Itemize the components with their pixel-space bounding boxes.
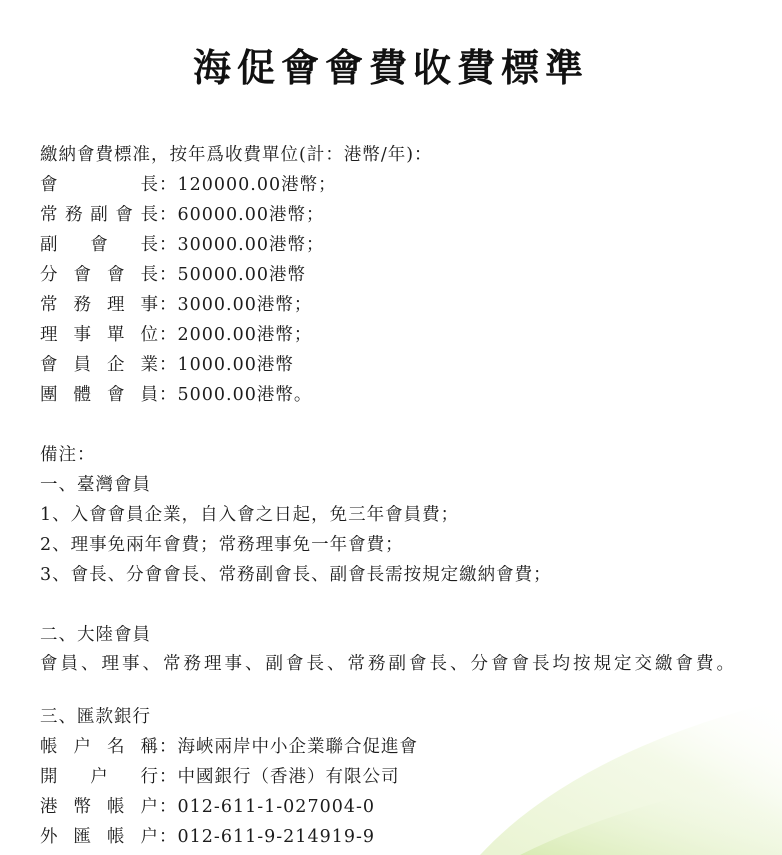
- fee-label: 副會長: [40, 235, 159, 255]
- bank-heading: 三、匯款銀行: [40, 707, 151, 727]
- fee-row: [40, 380, 775, 410]
- fee-row: [40, 290, 775, 320]
- mainland-text: 會員、理事、常務理事、副會長、常務副會長、分會會長均按規定交繳會費。: [40, 654, 737, 674]
- fee-label: 會長: [40, 175, 159, 195]
- page-title: 海促會會費收費標準: [192, 45, 589, 91]
- spacer: [40, 410, 775, 440]
- taiwan-item: 2、理事免兩年會費；常務理事免一年會費；: [40, 535, 404, 555]
- taiwan-item: 1、入會會員企業，自入會之日起，免三年會員費；: [40, 505, 460, 525]
- bank-value: ：中國銀行（香港）有限公司: [159, 767, 400, 787]
- bank-row: [40, 762, 775, 792]
- fee-value: ：1000.00港幣: [159, 355, 294, 375]
- bank-row: [40, 792, 775, 822]
- fee-row: [40, 350, 775, 380]
- notes-heading: 備注：: [40, 445, 96, 465]
- fee-label: 常務理事: [40, 295, 159, 315]
- fee-row: [40, 260, 775, 290]
- intro-text: 繳納會費標准，按年爲收費單位(計：港幣/年)：: [40, 145, 433, 165]
- fee-label: 分會會長: [40, 265, 159, 285]
- fee-value: ：3000.00港幣；: [159, 295, 313, 315]
- fee-row: [40, 170, 775, 200]
- mainland-heading: 二、大陸會員: [40, 625, 151, 645]
- fee-row: [40, 200, 775, 230]
- fee-value: ：60000.00港幣；: [159, 205, 325, 225]
- fee-label: 團體會員: [40, 385, 159, 405]
- fee-value: ：50000.00港幣: [159, 265, 307, 285]
- fee-row: [40, 230, 775, 260]
- bank-row: [40, 822, 775, 852]
- bank-label: 開户行: [40, 767, 159, 787]
- fee-value: ：2000.00港幣；: [159, 325, 313, 345]
- spacer: [40, 682, 775, 702]
- fee-content: [40, 140, 775, 852]
- bank-label: 帳户名稱: [40, 737, 159, 757]
- bank-label: 港幣帳户: [40, 797, 159, 817]
- taiwan-heading: 一、臺灣會員: [40, 475, 151, 495]
- fee-row: [40, 320, 775, 350]
- spacer: [40, 590, 775, 620]
- fee-label: 常務副會長: [40, 205, 159, 225]
- bank-value: ：012-611-1-027004-0: [159, 797, 376, 817]
- bank-row: [40, 732, 775, 762]
- taiwan-item: 3、會長、分會會長、常務副會長、副會長需按規定繳納會費；: [40, 565, 552, 585]
- fee-value: ：120000.00港幣；: [159, 175, 337, 195]
- fee-value: ：30000.00港幣；: [159, 235, 325, 255]
- fee-value: ：5000.00港幣。: [159, 385, 313, 405]
- bank-label: 外匯帳户: [40, 827, 159, 847]
- fee-label: 會員企業: [40, 355, 159, 375]
- fee-label: 理事單位: [40, 325, 159, 345]
- bank-value: ：海峽兩岸中小企業聯合促進會: [159, 737, 418, 757]
- bank-value: ：012-611-9-214919-9: [159, 827, 376, 847]
- fee-list: [40, 170, 775, 410]
